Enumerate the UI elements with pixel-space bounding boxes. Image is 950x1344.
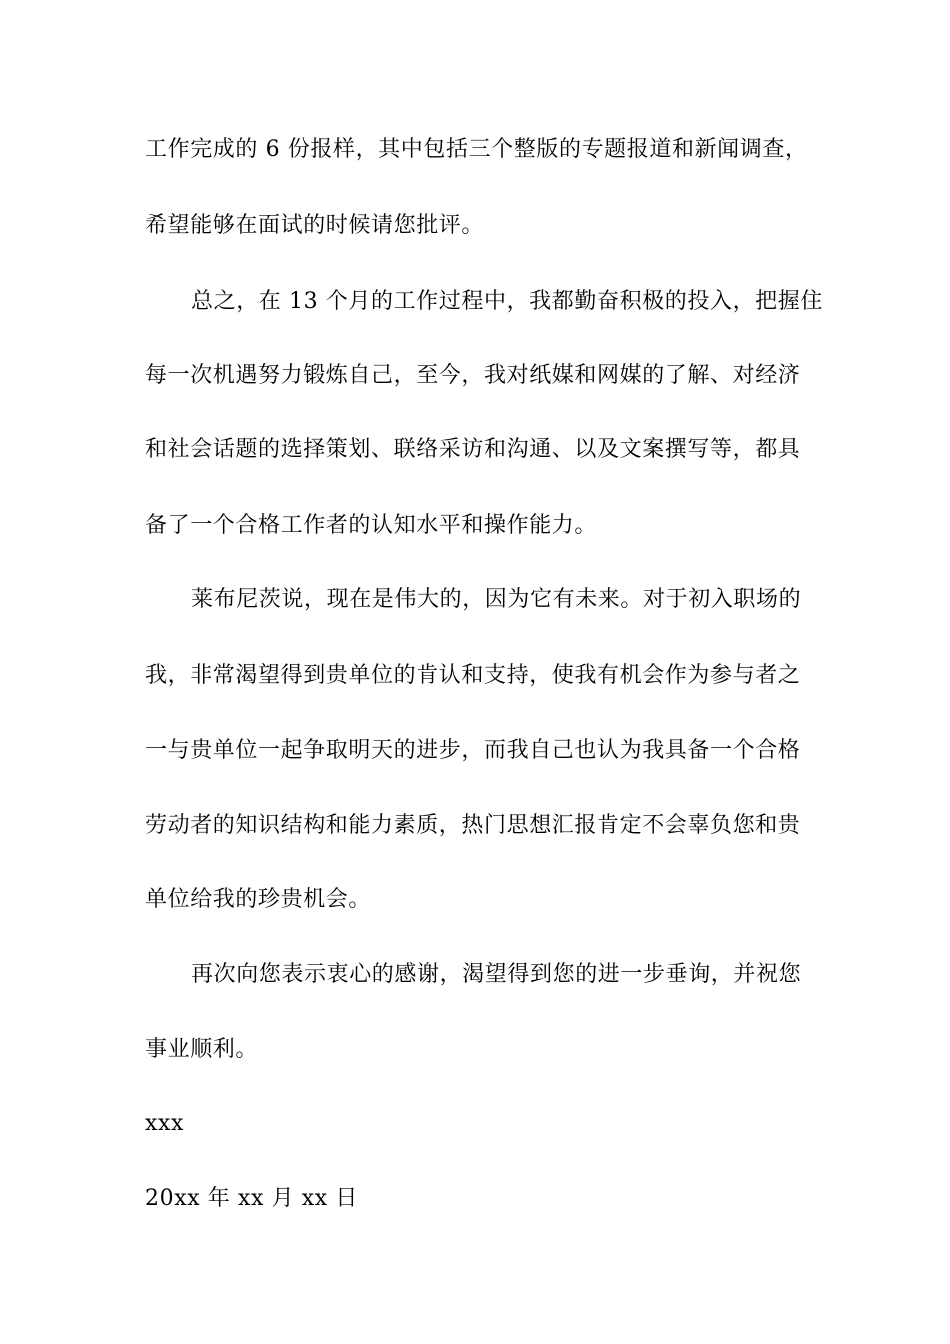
paragraph-4-line-1: 再次向您表示衷心的感谢，渴望得到您的进一步垂询，并祝您 xyxy=(191,962,802,987)
signature: xxx xyxy=(145,1111,185,1136)
paragraph-4-line-2: 事业顺利。 xyxy=(145,1037,259,1062)
paragraph-2-line-3: 和社会话题的选择策划、联络采访和沟通、以及文案撰写等，都具 xyxy=(145,437,801,462)
paragraph-2-line-1: 总之，在 13 个月的工作过程中，我都勤奋积极的投入，把握住 xyxy=(191,289,823,314)
paragraph-2-line-2: 每一次机遇努力锻炼自己，至今，我对纸媒和网媒的了解、对经济 xyxy=(145,363,801,388)
paragraph-3-line-5: 单位给我的珍贵机会。 xyxy=(145,887,372,912)
paragraph-2-line-4: 备了一个合格工作者的认知水平和操作能力。 xyxy=(145,513,598,538)
paragraph-3-line-4: 劳动者的知识结构和能力素质，热门思想汇报肯定不会辜负您和贵 xyxy=(145,813,801,838)
paragraph-3-line-3: 一与贵单位一起争取明天的进步，而我自己也认为我具备一个合格 xyxy=(145,738,801,763)
date: 20xx 年 xx 月 xx 日 xyxy=(145,1186,359,1211)
paragraph-1-line-1: 工作完成的 6 份报样，其中包括三个整版的专题报道和新闻调查， xyxy=(145,137,808,162)
paragraph-1-line-2: 希望能够在面试的时候请您批评。 xyxy=(145,213,485,238)
paragraph-3-line-1: 莱布尼茨说，现在是伟大的，因为它有未来。对于初入职场的 xyxy=(191,587,802,612)
paragraph-3-line-2: 我，非常渴望得到贵单位的肯认和支持，使我有机会作为参与者之 xyxy=(145,663,801,688)
